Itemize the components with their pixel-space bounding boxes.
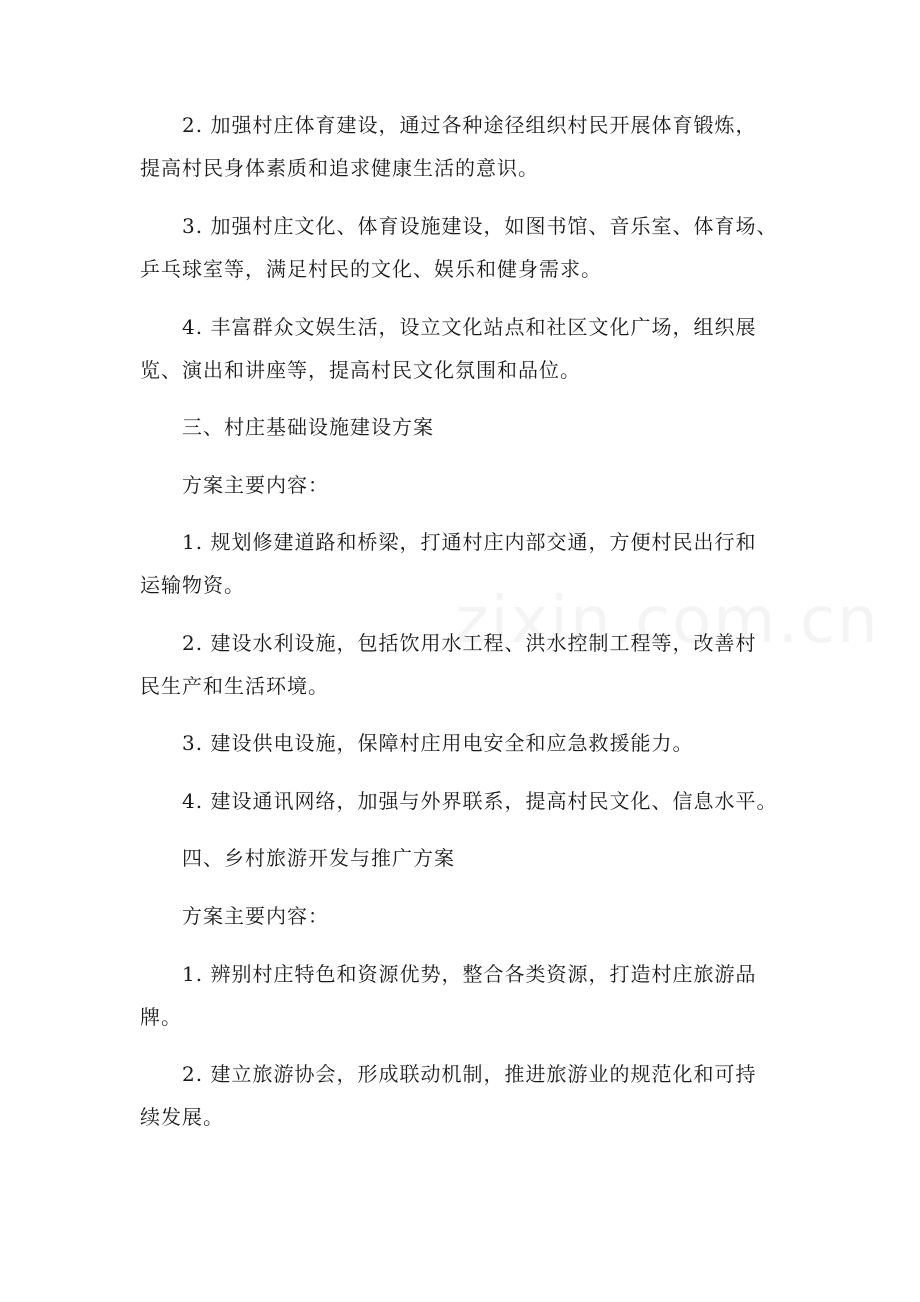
paragraph-line: 2. 建立旅游协会，形成联动机制，推进旅游业的规范化和可持 <box>182 1062 757 1086</box>
paragraph-line: 2. 建设水利设施，包括饮用水工程、洪水控制工程等，改善村 <box>182 631 757 655</box>
paragraph-line: 1. 辨别村庄特色和资源优势，整合各类资源，打造村庄旅游品 <box>182 962 757 986</box>
paragraph-line: 4. 建设通讯网络，加强与外界联系，提高村民文化、信息水平。 <box>182 789 778 813</box>
paragraph-line: 续发展。 <box>140 1105 224 1129</box>
paragraph-line: 4. 丰富群众文娱生活，设立文化站点和社区文化广场，组织展 <box>182 315 757 339</box>
paragraph-line: 民生产和生活环境。 <box>140 674 329 698</box>
paragraph-line: 方案主要内容： <box>182 904 329 928</box>
paragraph-line: 3. 加强村庄文化、体育设施建设，如图书馆、音乐室、体育场、 <box>182 214 778 238</box>
section-heading: 四、乡村旅游开发与推广方案 <box>182 846 455 870</box>
paragraph-line: 1. 规划修建道路和桥梁，打通村庄内部交通，方便村民出行和 <box>182 530 757 554</box>
paragraph-line: 牌。 <box>140 1005 182 1029</box>
paragraph-line: 览、演出和讲座等，提高村民文化氛围和品位。 <box>140 358 581 382</box>
paragraph-line: 运输物资。 <box>140 573 245 597</box>
paragraph-line: 2. 加强村庄体育建设，通过各种途径组织村民开展体育锻炼， <box>182 113 757 137</box>
paragraph-line: 乒乓球室等，满足村民的文化、娱乐和健身需求。 <box>140 257 602 281</box>
paragraph-line: 方案主要内容： <box>182 473 329 497</box>
section-heading: 三、村庄基础设施建设方案 <box>182 415 434 439</box>
paragraph-line: 3. 建设供电设施，保障村庄用电安全和应急救援能力。 <box>182 731 694 755</box>
paragraph-line: 提高村民身体素质和追求健康生活的意识。 <box>140 156 539 180</box>
